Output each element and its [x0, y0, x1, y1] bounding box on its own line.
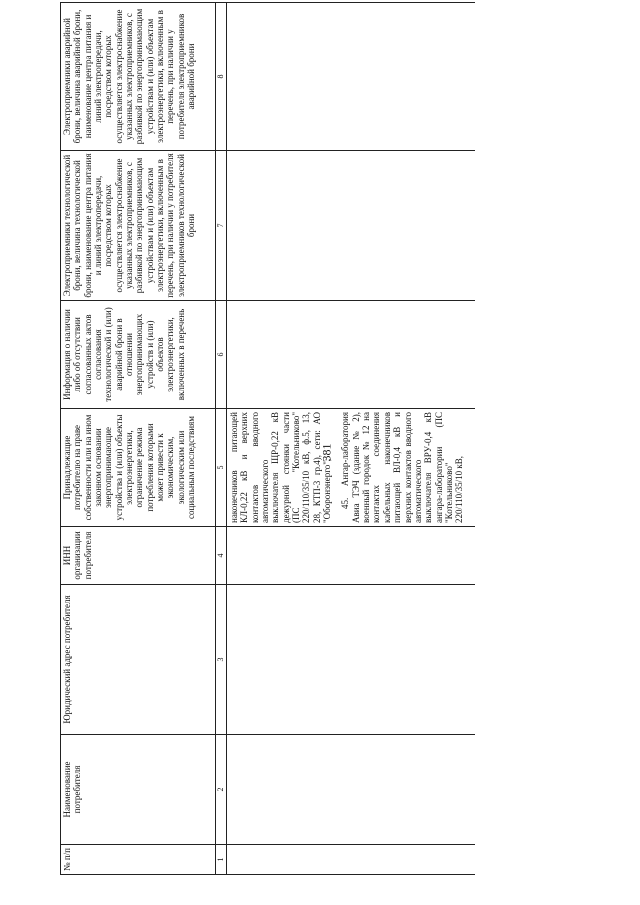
- column-number: 5: [216, 409, 227, 527]
- header-owned-devices: Принадлежащие потребителю на праве собственности или на ином законном основании энергопринимающие устройства и (или) объекты электроэнергетики, ограничение режима потребления которыми может привести к экономическим, экологическим или социальным последствиям: [61, 409, 216, 527]
- column-number: 7: [216, 151, 227, 301]
- cell-emergency-reserve: [227, 3, 475, 151]
- header-inn: ИНН организации потребителя: [61, 527, 216, 585]
- device-entry-continuation: наконечников питающей КЛ-0,22 кВ и верхних контактов вводного автоматического выключателя ЩР-0,22 кВ дежурной стоянки части (ПС "Котельниково" 220/110/35/10 кВ, ф.5, 13, 28, КТП-3 гр.4), сети: АО "Оборонэнерго";: [229, 412, 333, 523]
- cell-inn: [227, 527, 475, 585]
- device-entry-45: 45. Ангар-лаборатория Авиа ТЭЧ (здание № 2), военный городок № 12 на контактах соединения кабельных наконечников питающей ВЛ-0,4 кВ и верхних контактов вводного автоматического выключателя ВРУ-0,4 кВ ангара-лаборатории (ПС "Котельниково" 220/110/35/10 кВ,: [340, 412, 465, 523]
- column-number: 6: [216, 301, 227, 409]
- column-number: 1: [216, 845, 227, 875]
- table-row: [227, 3, 475, 875]
- cell-consumer-name: [227, 735, 475, 845]
- rotated-table-sheet: [60, 3, 465, 875]
- consumer-table: [60, 2, 475, 875]
- cell-owned-devices: [227, 409, 475, 527]
- header-row: [61, 3, 216, 875]
- header-legal-address: Юридический адрес потребителя: [61, 585, 216, 735]
- header-technological-reserve: Электроприемники технологической брони, величина технологической брони, наименование центра питания и линий электропередачи, посредством которых осуществляется электроснабжение указанных электроприемников, с разбивкой по энергопринимающим устройствам и (или) объектам электроэнергетики, включенным в перечень, при наличии у потребителя электроприемников технологической брони: [61, 151, 216, 301]
- cell-agreed-acts: [227, 301, 475, 409]
- header-row-number: № п/п: [61, 845, 216, 875]
- column-number: 3: [216, 585, 227, 735]
- header-agreed-acts: Информация о наличии либо об отсутствии согласованных актов согласования технологической и (или) аварийной брони в отношении энергопринимающих устройств и (или) объектов электроэнергетики, включенных в перечень: [61, 301, 216, 409]
- column-number: 2: [216, 735, 227, 845]
- column-number: 4: [216, 527, 227, 585]
- page-number: 381: [319, 443, 334, 462]
- column-number: 8: [216, 3, 227, 151]
- cell-row-number: [227, 845, 475, 875]
- header-consumer-name: Наименование потребителя: [61, 735, 216, 845]
- header-emergency-reserve: Электроприемники аварийной брони, величина аварийной брони, наименование центра питания и линий электропередачи, посредством которых осуществляется электроснабжение указанных электроприемников, с разбивкой по энергопринимающим устройствам и (или) объектам электроэнергетики, включенным в перечень, при наличии у потребителя электроприемников аварийной брони: [61, 3, 216, 151]
- cell-legal-address: [227, 585, 475, 735]
- cell-technological-reserve: [227, 151, 475, 301]
- column-number-row: [216, 3, 227, 875]
